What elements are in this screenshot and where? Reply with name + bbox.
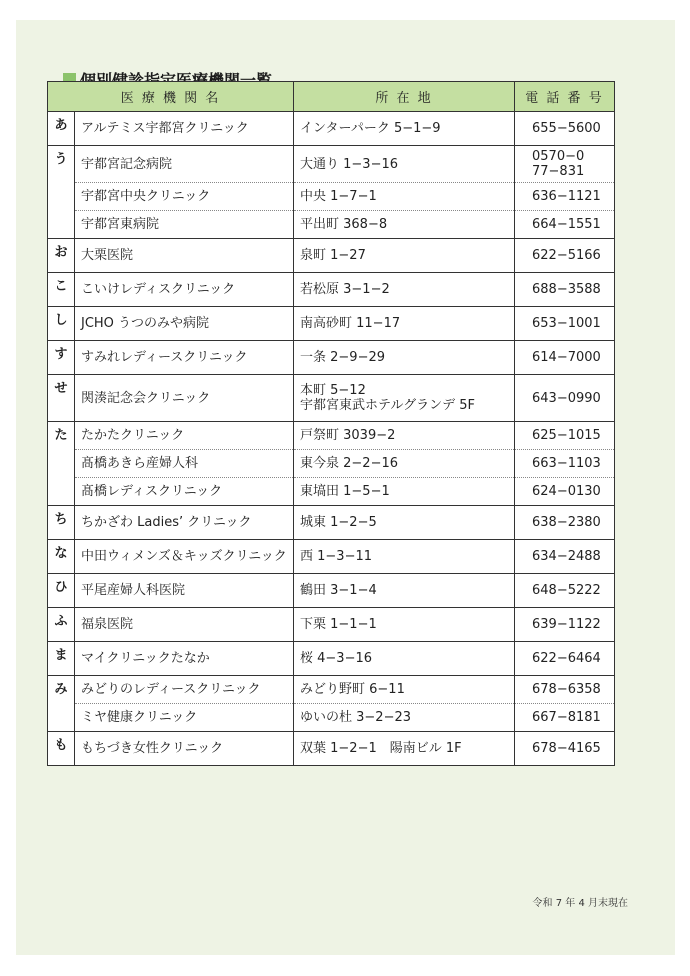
clinic-phone: 622−6464 (515, 642, 615, 676)
kana-index: な (48, 540, 75, 574)
kana-index: た (48, 422, 75, 506)
clinic-name: アルテミス宇都宮クリニック (75, 112, 294, 146)
clinic-address (294, 341, 515, 375)
clinic-address (294, 239, 515, 273)
clinic-phone: 622−5166 (515, 239, 615, 273)
date-note: 令和 7 年 4 月末現在 (532, 898, 628, 909)
clinic-phone: 653−1001 (515, 307, 615, 341)
clinic-address (294, 183, 515, 211)
clinic-phone: 638−2380 (515, 506, 615, 540)
clinic-name: もちづき女性クリニック (75, 732, 294, 766)
table-row (48, 704, 615, 732)
clinic-phone: 636−1121 (515, 183, 615, 211)
address-line: 中央 1−7−1 (300, 189, 377, 204)
table-row (48, 341, 615, 375)
clinic-address (294, 608, 515, 642)
table-row (48, 608, 615, 642)
kana-index: う (48, 146, 75, 239)
address-line: 大通り 1−3−16 (300, 156, 399, 172)
address-line: 下栗 1−1−1 (300, 617, 377, 632)
kana-index: み (48, 676, 75, 732)
clinic-name: 大栗医院 (75, 239, 294, 273)
clinic-phone: 667−8181 (515, 704, 615, 732)
clinic-address (294, 450, 515, 478)
address-line: みどり野町 6−11 (300, 682, 405, 697)
address-line-2: 宇都宮東武ホテルグランデ 5F (300, 398, 475, 413)
clinic-phone: 614−7000 (515, 341, 615, 375)
clinic-phone: 643−0990 (515, 375, 615, 422)
kana-index: せ (48, 375, 75, 422)
table-row (48, 211, 615, 239)
kana-index: あ (48, 112, 75, 146)
table-row (48, 450, 615, 478)
table-row (48, 273, 615, 307)
header-phone: 電 話 番 号 (515, 82, 615, 112)
clinic-name: 福泉医院 (75, 608, 294, 642)
clinic-address (294, 375, 515, 422)
clinic-name: たかたクリニック (75, 422, 294, 450)
table-row (48, 478, 615, 506)
address-line: 城東 1−2−5 (300, 515, 377, 530)
clinic-address (294, 307, 515, 341)
clinic-address (294, 422, 515, 450)
address-line: 西 1−3−11 (300, 549, 373, 564)
table-row (48, 307, 615, 341)
clinic-name: 宇都宮中央クリニック (75, 183, 294, 211)
clinic-name: みどりのレディースクリニック (75, 676, 294, 704)
address-line: 東今泉 2−2−16 (300, 456, 399, 471)
clinic-address (294, 732, 515, 766)
table-row (48, 239, 615, 273)
clinic-address (294, 211, 515, 239)
clinic-name: 関湊記念会クリニック (75, 375, 294, 422)
header-address: 所 在 地 (294, 82, 515, 112)
address-line: 一条 2−9−29 (300, 350, 386, 365)
clinic-phone: 678−6358 (515, 676, 615, 704)
clinic-name: マイクリニックたなか (75, 642, 294, 676)
clinic-phone: 624−0130 (515, 478, 615, 506)
clinic-phone: 664−1551 (515, 211, 615, 239)
clinic-address (294, 704, 515, 732)
table-row (48, 422, 615, 450)
clinic-name: 宇都宮記念病院 (75, 146, 294, 183)
table-row (48, 183, 615, 211)
table-header-row (48, 82, 615, 112)
address-line: ゆいの杜 3−2−23 (300, 710, 412, 725)
address-line: 東塙田 1−5−1 (300, 484, 390, 499)
kana-index: も (48, 732, 75, 766)
address-line: 泉町 1−27 (300, 248, 366, 263)
table-row (48, 506, 615, 540)
clinic-address (294, 112, 515, 146)
clinic-name: 中田ウィメンズ＆キッズクリニック (75, 540, 294, 574)
clinic-phone: 678−4165 (515, 732, 615, 766)
kana-index: す (48, 341, 75, 375)
table-row (48, 540, 615, 574)
clinic-address (294, 146, 515, 183)
table-row (48, 574, 615, 608)
clinic-address (294, 540, 515, 574)
table-row (48, 112, 615, 146)
clinic-name: JCHO うつのみや病院 (75, 307, 294, 341)
address-line: 鶴田 3−1−4 (300, 583, 377, 598)
clinic-name: 髙橋あきら産婦人科 (75, 450, 294, 478)
clinic-address (294, 676, 515, 704)
clinic-name: すみれレディースクリニック (75, 341, 294, 375)
address-line: 南高砂町 11−17 (300, 316, 401, 331)
kana-index: し (48, 307, 75, 341)
clinic-name: ミヤ健康クリニック (75, 704, 294, 732)
address-line: 桜 4−3−16 (300, 651, 373, 666)
table-row (48, 732, 615, 766)
clinic-name: 髙橋レディスクリニック (75, 478, 294, 506)
header-clinic: 医 療 機 関 名 (48, 82, 294, 112)
table-row (48, 676, 615, 704)
clinic-phone: 639−1122 (515, 608, 615, 642)
address-line: 本町 5−12 (300, 383, 366, 398)
clinic-phone: 634−2488 (515, 540, 615, 574)
table-row (48, 146, 615, 183)
clinic-address (294, 273, 515, 307)
address-line: 戸祭町 3039−2 (300, 428, 396, 443)
table-row (48, 642, 615, 676)
clinic-address (294, 642, 515, 676)
clinic-name: 宇都宮東病院 (75, 211, 294, 239)
kana-index: ち (48, 506, 75, 540)
clinic-name: 平尾産婦人科医院 (75, 574, 294, 608)
clinic-phone: 0570−077−831 (515, 146, 615, 183)
kana-index: こ (48, 273, 75, 307)
clinic-address (294, 478, 515, 506)
kana-index: お (48, 239, 75, 273)
clinic-phone: 663−1103 (515, 450, 615, 478)
kana-index: ひ (48, 574, 75, 608)
clinic-address (294, 506, 515, 540)
kana-index: ふ (48, 608, 75, 642)
clinic-name: ちかざわ Ladies’ クリニック (75, 506, 294, 540)
clinic-address (294, 574, 515, 608)
address-line: 双葉 1−2−1 陽南ビル 1F (300, 741, 462, 756)
table-body (48, 112, 615, 766)
kana-index: ま (48, 642, 75, 676)
table-row (48, 375, 615, 422)
clinic-phone: 648−5222 (515, 574, 615, 608)
clinic-table (47, 81, 615, 766)
clinic-phone: 688−3588 (515, 273, 615, 307)
clinic-phone: 625−1015 (515, 422, 615, 450)
clinic-name: こいけレディスクリニック (75, 273, 294, 307)
address-line: インターパーク 5−1−9 (300, 121, 441, 136)
address-line: 若松原 3−1−2 (300, 282, 390, 297)
address-line: 平出町 368−8 (300, 217, 388, 232)
clinic-phone: 655−5600 (515, 112, 615, 146)
